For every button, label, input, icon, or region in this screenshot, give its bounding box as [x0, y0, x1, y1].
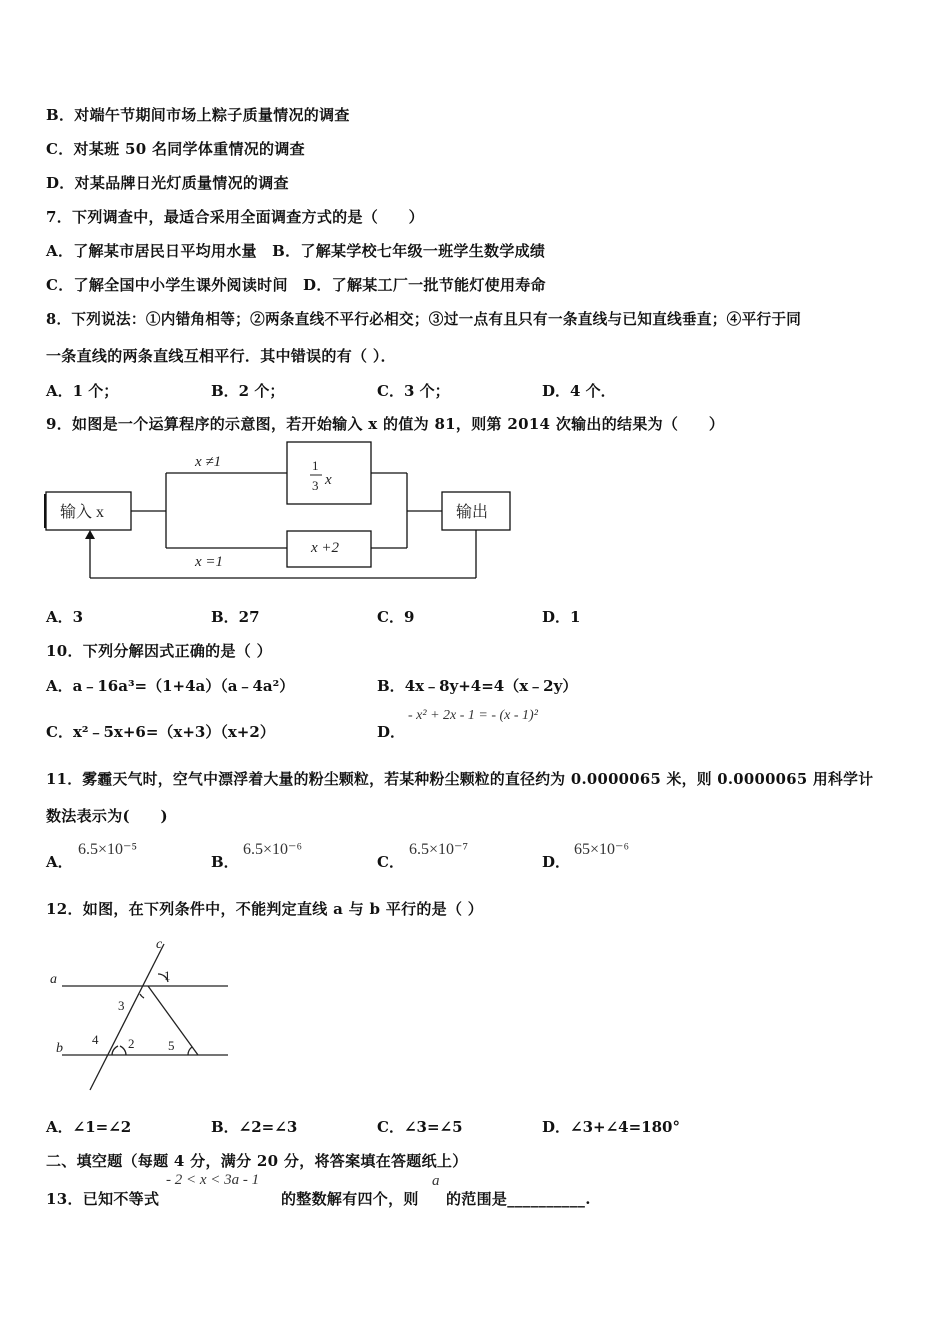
add-expression: x +2	[311, 540, 340, 556]
q10-option-b-expr: 4x﹣8y+4=4（x﹣2y）	[404, 677, 578, 695]
question-7: 7．下列调查中，最适合采用全面调查方式的是（ ）	[46, 208, 424, 226]
angle-3: 3	[118, 998, 125, 1013]
question-7-options-cd: C．了解全国中小学生课外阅读时间 D．了解某工厂一批节能灯使用寿命	[46, 276, 546, 294]
label-a: a	[50, 972, 57, 987]
q11-option-b-label: B．	[211, 853, 239, 871]
angle-4: 4	[92, 1032, 99, 1047]
q10-option-a	[46, 675, 294, 696]
q10-option-d-label: D．	[377, 723, 406, 741]
parallel-lines-figure	[46, 934, 246, 1094]
question-13-middle: 的整数解有四个，则	[281, 1190, 419, 1208]
feedback-arrowhead	[85, 530, 95, 539]
q10-option-a-label: A．	[46, 677, 73, 695]
question-11-line2: 数法表示为( )	[46, 807, 168, 825]
q12-option-a: A．∠1=∠2	[46, 1118, 132, 1136]
question-13-inequality: - 2 < x < 3a - 1	[166, 1172, 260, 1188]
q12-option-c: C．∠3=∠5	[377, 1118, 463, 1136]
option-d-text: D．对某品牌日光灯质量情况的调查	[46, 174, 289, 192]
question-10: 10．下列分解因式正确的是（ ）	[46, 642, 272, 660]
q8-option-d: D．4 个．	[542, 382, 616, 400]
fraction-numerator: 1	[312, 458, 319, 473]
q8-option-b: B．2 个；	[211, 382, 285, 400]
question-8-line2: 一条直线的两条直线互相平行．其中错误的有（ ）．	[46, 347, 396, 365]
question-11-line1: 11．雾霾天气时，空气中漂浮着大量的粉尘颗粒，若某种粉尘颗粒的直径约为 0.0000065 米，则 0.0000065 用科学计	[46, 771, 874, 788]
label-b: b	[56, 1041, 63, 1056]
question-13-suffix: 的范围是__________.	[446, 1190, 591, 1208]
q9-option-a: A．3	[46, 608, 84, 626]
question-13-prefix: 13．已知不等式	[46, 1190, 160, 1208]
option-c-text: C．对某班 50 名同学体重情况的调查	[46, 140, 305, 158]
question-7-options-ab: A．了解某市居民日平均用水量 B．了解某学校七年级一班学生数学成绩	[46, 242, 546, 260]
q10-option-a-expr: a﹣16a³=（1+4a）（a﹣4a²）	[72, 677, 295, 695]
q9-option-c: C．9	[377, 608, 415, 626]
q10-option-c-expr: x²﹣5x+6=（x+3）（x+2）	[72, 723, 275, 741]
q12-option-d: D．∠3+∠4=180°	[542, 1118, 680, 1136]
q11-option-d-label: D．	[542, 853, 571, 871]
question-12: 12．如图，在下列条件中，不能判定直线 a 与 b 平行的是（ ）	[46, 900, 484, 918]
angle-5: 5	[168, 1038, 175, 1053]
condition-top: x ≠1	[195, 454, 222, 470]
angle-2: 2	[128, 1036, 135, 1051]
input-label: 输入 x	[60, 504, 105, 521]
q9-option-b: B．27	[211, 608, 260, 626]
angle-1: 1	[164, 968, 171, 983]
q10-option-c	[46, 721, 275, 742]
q11-option-c-label: C．	[377, 853, 404, 871]
q10-option-b-label: B．	[377, 677, 405, 695]
q10-option-d	[377, 721, 405, 742]
q11-option-c-expr: 6.5×10⁻⁷	[409, 841, 469, 858]
option-b-text: B．对端午节期间市场上粽子质量情况的调查	[46, 106, 350, 124]
q8-option-c: C．3 个；	[377, 382, 450, 400]
condition-bottom: x =1	[195, 554, 224, 570]
q11-option-a-expr: 6.5×10⁻⁵	[78, 841, 138, 858]
fraction-denominator: 3	[312, 478, 319, 493]
question-8-line1: 8．下列说法：①内错角相等；②两条直线不平行必相交；③过一点有且只有一条直线与已知直线垂直；④平行于同	[46, 311, 802, 328]
q11-option-d-expr: 65×10⁻⁶	[574, 841, 630, 858]
fraction-variable: x	[325, 472, 332, 488]
question-9: 9．如图是一个运算程序的示意图，若开始输入 x 的值为 81，则第 2014 次输出的结果为（ ）	[46, 415, 725, 433]
q9-option-d: D．1	[542, 608, 581, 626]
q8-option-a: A．1 个；	[46, 382, 119, 400]
output-label: 输出	[456, 504, 489, 521]
q10-option-b	[377, 675, 577, 696]
q10-option-d-expr: - x² + 2x - 1 = - (x - 1)²	[408, 708, 538, 723]
q12-option-b: B．∠2=∠3	[211, 1118, 298, 1136]
question-13-variable: a	[432, 1173, 440, 1189]
line-c	[90, 944, 164, 1090]
q11-option-a-label: A．	[46, 853, 73, 871]
flowchart-figure	[40, 440, 520, 588]
q11-option-b-expr: 6.5×10⁻⁶	[243, 841, 303, 858]
label-c: c	[156, 937, 163, 952]
q10-option-c-label: C．	[46, 723, 73, 741]
section-2-heading: 二、填空题（每题 4 分，满分 20 分，将答案填在答题纸上）	[46, 1152, 468, 1170]
